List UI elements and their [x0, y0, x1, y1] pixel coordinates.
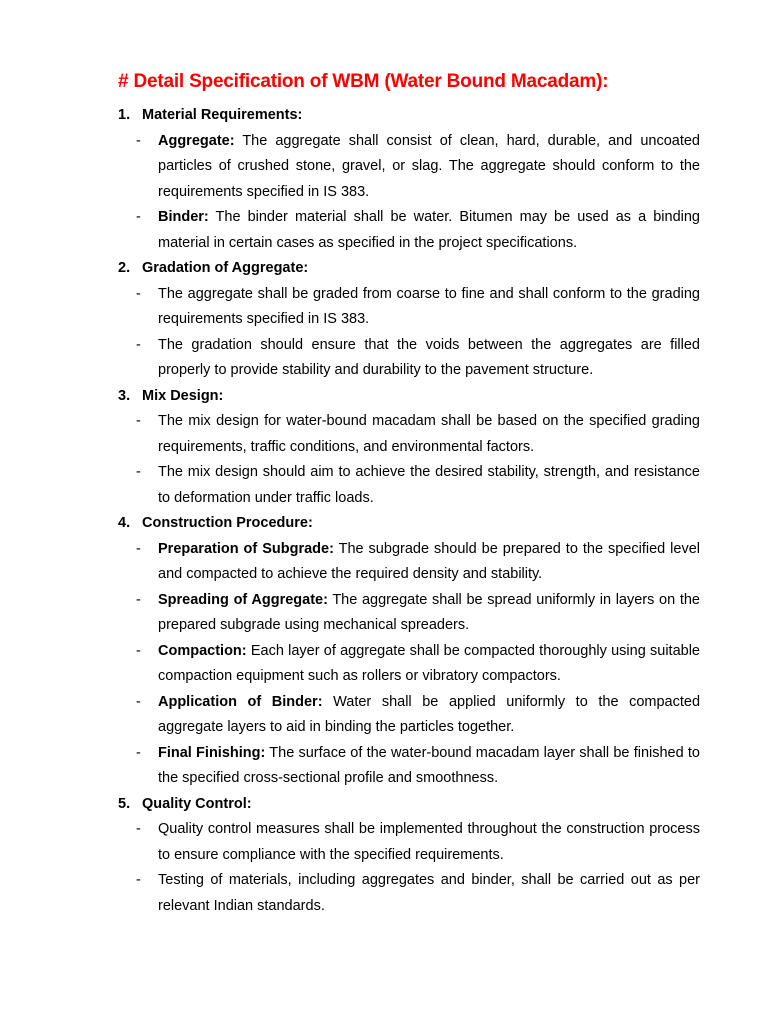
dash-bullet: -: [136, 821, 141, 837]
dash-bullet: -: [136, 540, 141, 557]
item-text: The mix design for water-bound macadam shall be based on the specified grading requirements, traffic conditions, and environmental factors.: [158, 413, 700, 455]
item-label: Compaction:: [158, 642, 247, 659]
item-list: [118, 817, 700, 919]
dash-bullet: -: [136, 693, 141, 710]
document-title: # Detail Specification of WBM (Water Bound Macadam):: [118, 71, 609, 92]
item-text: The binder material shall be water. Bitumen may be used as a binding material in certain cases as specified in the project specifications.: [158, 209, 700, 251]
dash-bullet: -: [136, 744, 141, 761]
section-number: 1.: [118, 107, 131, 123]
list-item: [118, 817, 700, 868]
item-body: [158, 588, 700, 639]
item-body: [158, 129, 700, 206]
list-item: [118, 460, 700, 511]
item-list: [118, 129, 700, 257]
list-item: [118, 129, 700, 206]
section-number: 4.: [118, 515, 131, 531]
section-mix-design: [118, 384, 700, 512]
item-label: Aggregate:: [158, 132, 235, 149]
section-heading: [118, 511, 700, 537]
item-body: [158, 690, 700, 741]
item-text: Quality control measures shall be implemented throughout the construction process to ensure compliance with the specified requirements.: [158, 821, 700, 863]
item-list: [118, 409, 700, 511]
item-label: Final Finishing:: [158, 744, 266, 761]
section-title: Construction Procedure:: [142, 515, 313, 531]
list-item: [118, 690, 700, 741]
section-number: 3.: [118, 387, 131, 404]
item-text: The aggregate shall be graded from coarse to fine and shall conform to the grading requirements specified in IS 383.: [158, 285, 700, 327]
section-number: 5.: [118, 795, 131, 812]
item-text: The mix design should aim to achieve the desired stability, strength, and resistance to deformation under traffic loads.: [158, 464, 700, 506]
item-label: Preparation of Subgrade:: [158, 540, 334, 557]
item-text: The surface of the water-bound macadam layer shall be finished to the specified cross-sectional profile and smoothness.: [158, 744, 700, 786]
dash-bullet: -: [136, 872, 141, 888]
item-body: [158, 817, 700, 868]
section-title: Material Requirements:: [142, 107, 303, 123]
item-body: [158, 741, 700, 792]
list-item: [118, 282, 700, 333]
list-item: [118, 205, 700, 256]
section-title: Gradation of Aggregate:: [142, 260, 309, 276]
section-material-requirements: [118, 103, 700, 256]
section-quality-control: [118, 792, 700, 920]
item-list: [118, 537, 700, 792]
section-number: 2.: [118, 260, 131, 276]
section-heading: [118, 103, 700, 129]
item-label: Application of Binder:: [158, 693, 323, 710]
section-heading: [118, 792, 700, 818]
list-item: [118, 741, 700, 792]
item-body: [158, 537, 700, 588]
dash-bullet: -: [136, 642, 141, 659]
dash-bullet: -: [136, 209, 141, 225]
section-heading: [118, 384, 700, 410]
section-title: Quality Control:: [142, 795, 252, 812]
item-text: The subgrade should be prepared to the specified level and compacted to achieve the required density and stability.: [158, 540, 700, 582]
item-label: Binder:: [158, 209, 209, 225]
section-heading: [118, 256, 700, 282]
item-body: [158, 409, 700, 460]
section-construction-procedure: [118, 511, 700, 792]
list-item: [118, 333, 700, 384]
section-gradation-of-aggregate: [118, 256, 700, 384]
list-item: [118, 537, 700, 588]
item-text: The gradation should ensure that the voids between the aggregates are filled properly to provide stability and durability to the pavement structure.: [158, 336, 700, 378]
item-body: [158, 282, 700, 333]
list-item: [118, 868, 700, 919]
item-text: The aggregate shall consist of clean, hard, durable, and uncoated particles of crushed stone, gravel, or slag. The aggregate should conform to the requirements specified in IS 383.: [158, 132, 700, 200]
item-text: Water shall be applied uniformly to the compacted aggregate layers to aid in binding the particles together.: [158, 693, 701, 735]
item-text: Testing of materials, including aggregates and binder, shall be carried out as per relevant Indian standards.: [158, 872, 700, 914]
item-label: Spreading of Aggregate:: [158, 591, 328, 608]
dash-bullet: -: [136, 132, 141, 149]
list-item: [118, 639, 700, 690]
item-body: [158, 868, 700, 919]
dash-bullet: -: [136, 336, 141, 353]
section-title: Mix Design:: [142, 387, 224, 404]
item-body: [158, 460, 700, 511]
item-text: Each layer of aggregate shall be compacted thoroughly using suitable compaction equipment such as rollers or vibratory compactors.: [158, 642, 700, 684]
list-item: [118, 409, 700, 460]
item-text: The aggregate shall be spread uniformly in layers on the prepared subgrade using mechanical spreaders.: [158, 591, 700, 633]
dash-bullet: -: [136, 285, 141, 302]
item-body: [158, 639, 700, 690]
dash-bullet: -: [136, 413, 141, 429]
dash-bullet: -: [136, 591, 141, 608]
item-list: [118, 282, 700, 384]
item-body: [158, 333, 700, 384]
dash-bullet: -: [136, 464, 141, 480]
item-body: [158, 205, 700, 256]
list-item: [118, 588, 700, 639]
